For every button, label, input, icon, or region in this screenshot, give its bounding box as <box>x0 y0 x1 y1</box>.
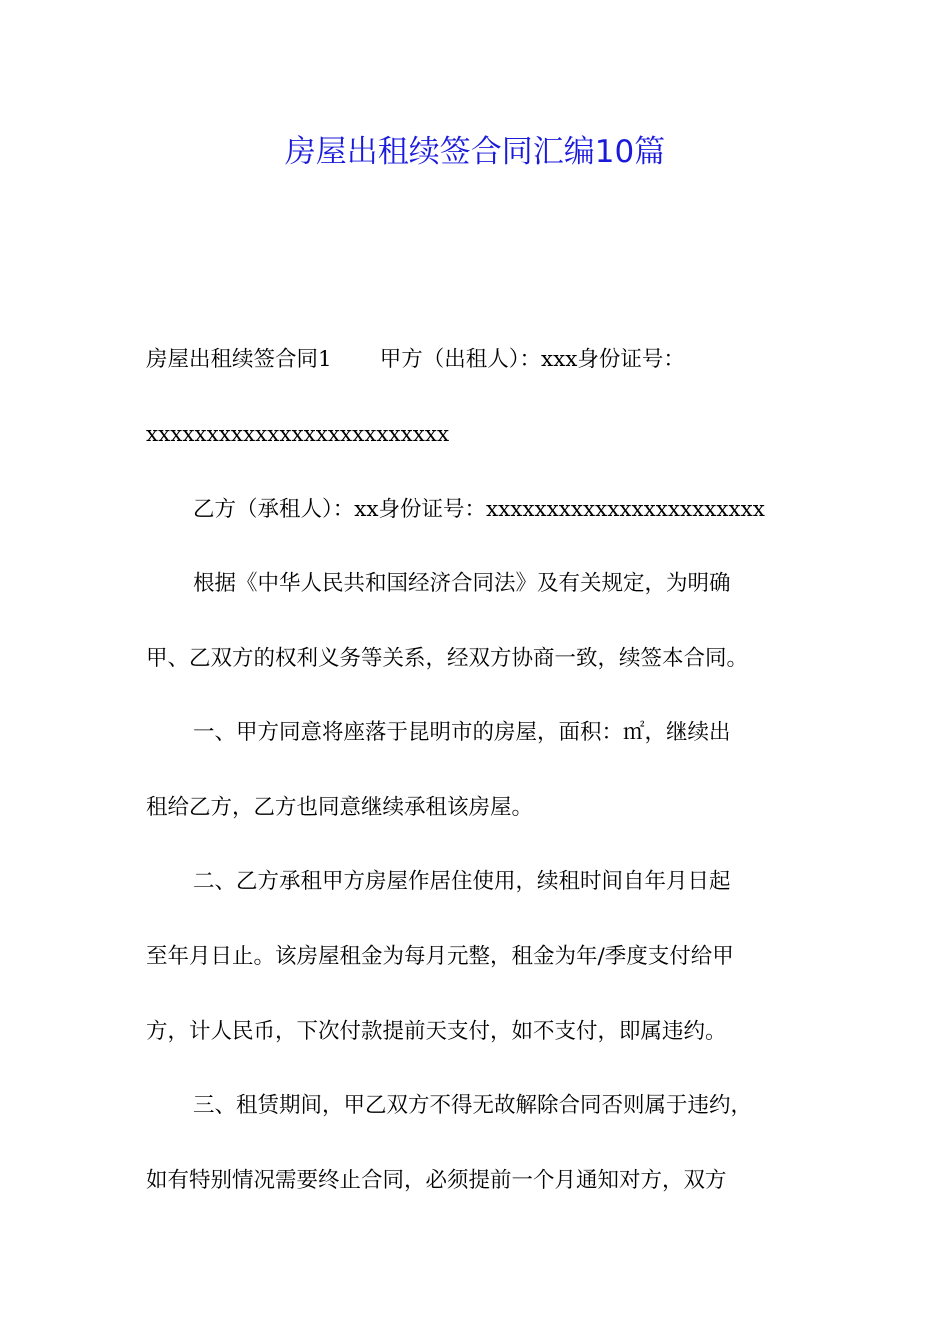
clause-3-line: 如有特别情况需要终止合同，必须提前一个月通知对方，双方 <box>146 1168 727 1193</box>
section-heading: 房屋出租续签合同1 <box>146 347 332 372</box>
clause-2-line: 二、乙方承租甲方房屋作居住使用，续租时间自年月日起 <box>193 869 731 894</box>
paragraph-line: 甲、乙双方的权利义务等关系，经双方协商一致，续签本合同。 <box>146 646 749 671</box>
contract-header-line <box>146 345 685 375</box>
party-b-line: 乙方（承租人）：xx身份证号：xxxxxxxxxxxxxxxxxxxxxxx <box>193 497 765 522</box>
clause-2-line: 至年月日止。该房屋租金为每月元整，租金为年/季度支付给甲 <box>146 944 734 969</box>
party-a-line: 甲方（出租人）：xxx身份证号： <box>379 347 685 372</box>
paragraph-line: 根据《中华人民共和国经济合同法》及有关规定，为明确 <box>193 571 731 596</box>
clause-1-line: 租给乙方，乙方也同意继续承租该房屋。 <box>146 795 534 820</box>
document-title: 房屋出租续签合同汇编10篇 <box>284 134 666 170</box>
clause-1-line: 一、甲方同意将座落于昆明市的房屋，面积：㎡，继续出 <box>193 720 731 745</box>
clause-3-line: 三、租赁期间，甲乙双方不得无故解除合同否则属于违约， <box>193 1093 753 1118</box>
clause-2-line: 方，计人民币，下次付款提前天支付，如不支付，即属违约。 <box>146 1019 727 1044</box>
party-a-id-line: xxxxxxxxxxxxxxxxxxxxxxxxx <box>146 422 450 447</box>
